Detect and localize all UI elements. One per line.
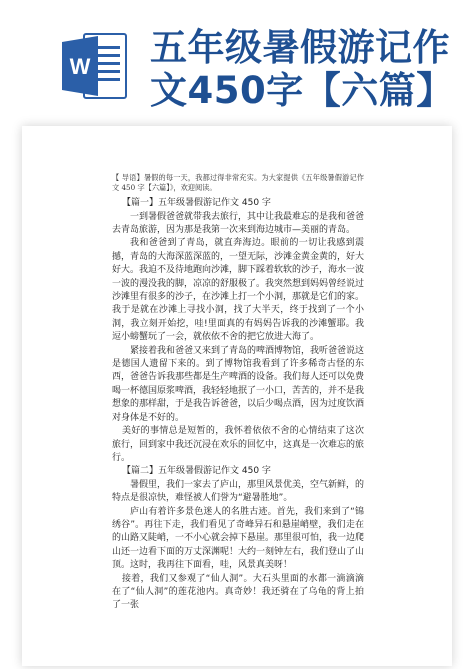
section-title: 【篇二】五年级暑假游记作文 450 字 bbox=[122, 466, 271, 477]
section-title: 【篇一】五年级暑假游记作文 450 字 bbox=[122, 198, 271, 209]
paragraph: 庐山有着许多景色迷人的名胜古迹。首先，我们来到了“锦绣谷”。再往下走，我们看见了奇峰异石和悬崖峭壁，我们走在的山路又陡峭，一不小心就会掉下悬崖。那里很可怕，我一边爬山还一边看下面的万丈深渊呢！大约一刻钟左右，我们登山了山顶。这时，我再往下面看，哇，风景真美呀！ bbox=[112, 506, 365, 571]
document-intro: 【 导语】暑假的每一天，我都过得非常充实。为大家提供《五年级暑假游记作文 450 字【六篇】》，欢迎阅读。 bbox=[112, 173, 364, 193]
paragraph: 接着，我们又参观了“仙人洞”。大石头里面的水都一滴滴滴在了“仙人洞”的莲花池内。真奇妙！我还骑在了乌龟的背上拍了一张 bbox=[112, 573, 364, 611]
word-document-icon bbox=[62, 30, 128, 102]
header-banner bbox=[0, 0, 474, 112]
paragraph: 一到暑假爸爸就带我去旅行，其中让我最难忘的是我和爸爸去青岛旅游，因为那是我第一次来到海边城市—美丽的青岛。 bbox=[112, 211, 365, 235]
paragraph: 暑假里，我们一家去了庐山，那里风景优美，空气新鲜，的特点是很凉快，难怪被人们誉为“避暑胜地”。 bbox=[112, 479, 365, 504]
title-line-2: 文450字【六篇】 bbox=[150, 69, 454, 112]
title-line-1: 五年级暑假游记作 bbox=[150, 26, 450, 69]
document-content bbox=[112, 166, 364, 613]
paragraph: 美好的事情总是短暂的，我怀着依依不舍的心情结束了这次旅行，回到家中我还沉浸在欢乐的回忆中，这真是一次难忘的旅行。 bbox=[112, 426, 365, 463]
paragraph: 紧接着我和爸爸又来到了青岛的啤酒博物馆，我听爸爸说这是德国人遗留下来的。到了博物馆我看到了许多稀奇古怪的东西，爸爸告诉我那些都是生产啤酒的设备。我们每人还可以免费喝一杯德国原浆啤酒，我轻轻地抿了一小口，苦苦的，并不是我想象的那样甜，于是我告诉爸爸，以后少喝点酒，因为过度饮酒对身体是不好的。 bbox=[112, 345, 365, 423]
word-icon-letter: W bbox=[69, 54, 91, 79]
page-title bbox=[150, 26, 470, 112]
paragraph: 我和爸爸到了青岛，就直奔海边。眼前的一切让我感到震撼，青岛的大海深蓝深蓝的，一望无际，沙滩金黄金黄的，好大好大。我迫不及待地跑向沙滩，脚下踩着软软的沙子，海水一波一波的漫没我的脚，凉凉的舒服极了。我突然想到妈妈曾经说过沙滩里有很多的沙子，在沙滩上打一个小洞，那就是它们的家。我于是就在沙滩上寻找小洞，找了大半天，终于找到了一个小洞，我立刻开始挖，哇!里面真的有妈妈告诉我的沙滩蟹耶。我逗小螃蟹玩了一会，就依依不舍的把它放进大海了。 bbox=[112, 238, 365, 343]
